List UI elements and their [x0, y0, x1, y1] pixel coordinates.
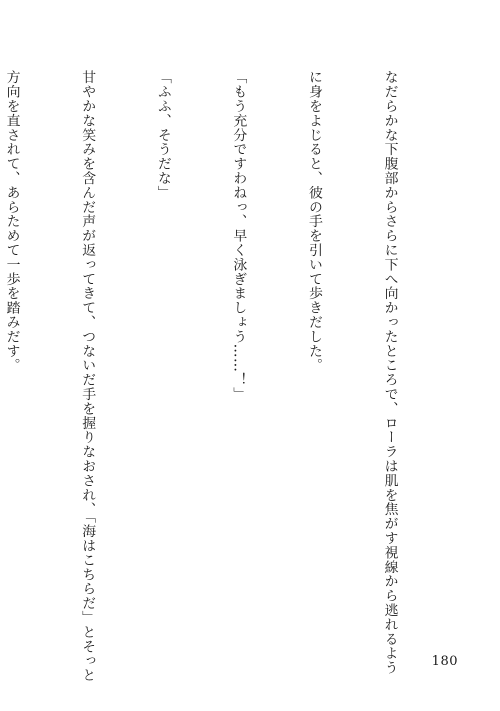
text-line-5: 甘やかな笑みを含んだ声が返ってきて、つないだ手を握りなおされ、「海はこちらだ」とそっと — [79, 70, 96, 683]
page-number: 180 — [431, 654, 458, 669]
text-line-6: 方向を直されて、あらためて一歩を踏みだす。 — [3, 70, 20, 373]
text-line-3: 「もう充分ですわねっ、早く泳ぎましょう……！」 — [230, 70, 247, 402]
text-line-1: なだらかな下腹部からさらに下へ向かったところで、ローラは肌を焦がす視線から逃れるよう — [381, 70, 398, 675]
text-line-4: 「ふふ、そうだな」 — [154, 70, 171, 200]
text-line-2: に身をよじると、彼の手を引いて歩きだした。 — [305, 70, 322, 373]
